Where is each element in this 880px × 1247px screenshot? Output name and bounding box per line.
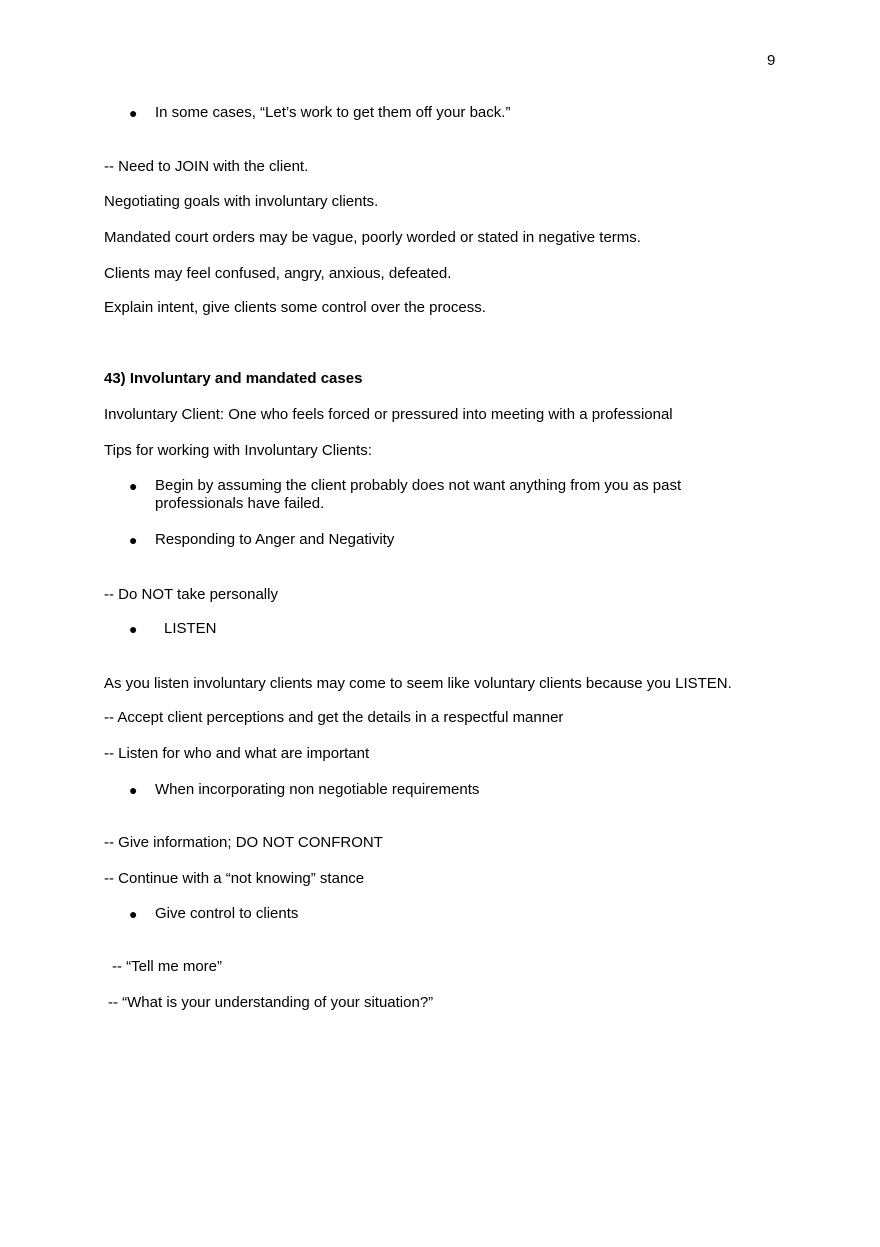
page-number: 9 <box>767 52 776 69</box>
line-accept-perceptions: -- Accept client perceptions and get the details in a respectful manner <box>104 709 564 726</box>
line-negotiating-goals: Negotiating goals with involuntary clients. <box>104 193 379 210</box>
line-clients-feel: Clients may feel confused, angry, anxious, defeated. <box>104 265 452 282</box>
line-tell-me-more: -- “Tell me more” <box>112 958 223 975</box>
bullet-item-non-negotiable: When incorporating non negotiable requirements <box>155 781 480 798</box>
bullet-item-listen: LISTEN <box>164 620 217 637</box>
bullet-icon: ● <box>129 105 138 121</box>
section-heading: 43) Involuntary and mandated cases <box>104 370 363 387</box>
line-do-not-take-personally: -- Do NOT take personally <box>104 586 278 603</box>
line-as-you-listen: As you listen involuntary clients may come to seem like voluntary clients because you LISTEN. <box>104 675 732 692</box>
line-not-knowing-stance: -- Continue with a “not knowing” stance <box>104 870 365 887</box>
bullet-item-give-control: Give control to clients <box>155 905 299 922</box>
line-listen-for-who: -- Listen for who and what are important <box>104 745 370 762</box>
line-tips-heading: Tips for working with Involuntary Clients: <box>104 442 372 459</box>
bullet-icon: ● <box>129 782 138 798</box>
line-join-client: -- Need to JOIN with the client. <box>104 158 309 175</box>
line-explain-intent: Explain intent, give clients some control over the process. <box>104 299 486 316</box>
bullet-icon: ● <box>129 532 138 548</box>
bullet-icon: ● <box>129 621 138 637</box>
bullet-item-anger-negativity: Responding to Anger and Negativity <box>155 531 395 548</box>
line-mandated-court-orders: Mandated court orders may be vague, poorly worded or stated in negative terms. <box>104 229 641 246</box>
bullet-item-get-them-off-back: In some cases, “Let’s work to get them off your back.” <box>155 104 511 121</box>
line-give-information: -- Give information; DO NOT CONFRONT <box>104 834 383 851</box>
bullet-item-begin-assuming-cont: professionals have failed. <box>155 495 325 512</box>
bullet-icon: ● <box>129 478 138 494</box>
line-involuntary-client-definition: Involuntary Client: One who feels forced or pressured into meeting with a professional <box>104 406 673 423</box>
bullet-item-begin-assuming: Begin by assuming the client probably does not want anything from you as past <box>155 477 682 494</box>
line-understanding-situation: -- “What is your understanding of your situation?” <box>108 994 434 1011</box>
bullet-icon: ● <box>129 906 138 922</box>
